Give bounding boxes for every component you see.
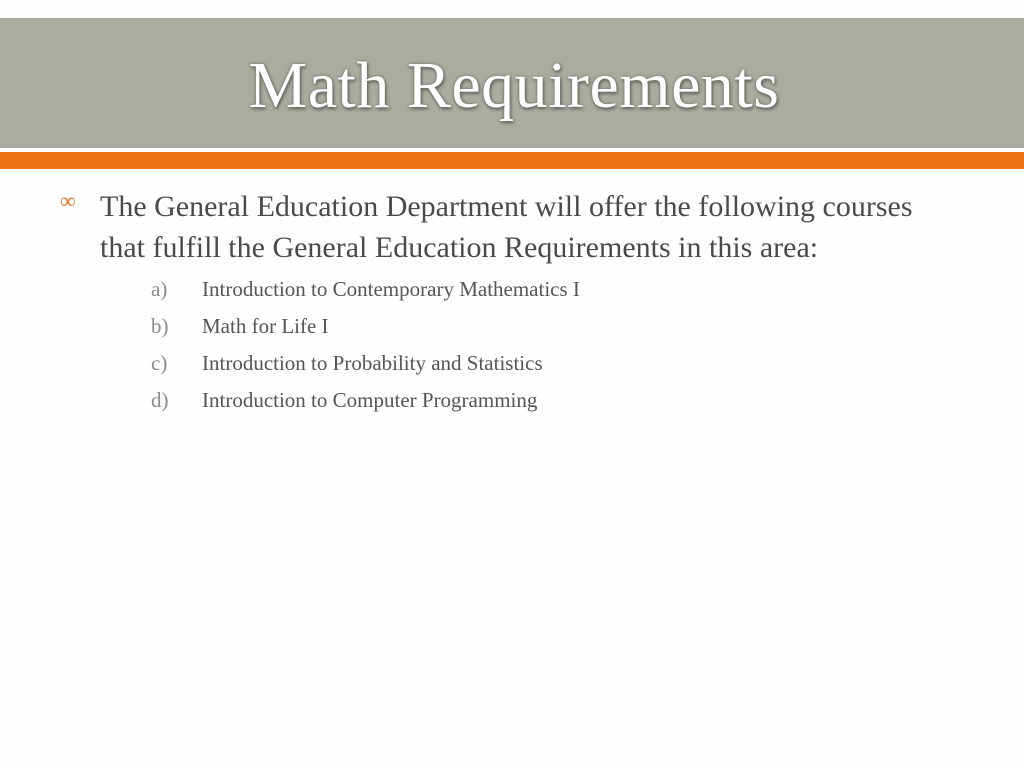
course-label: Introduction to Contemporary Mathematics I xyxy=(202,277,580,301)
course-marker: a) xyxy=(151,277,168,301)
title-band xyxy=(0,18,1024,148)
course-item xyxy=(0,386,1024,423)
course-item xyxy=(0,312,1024,349)
course-marker: b) xyxy=(151,314,169,338)
accent-bar xyxy=(0,152,1024,169)
course-label: Math for Life I xyxy=(202,314,329,338)
course-label: Introduction to Computer Programming xyxy=(202,388,538,412)
course-marker: c) xyxy=(151,351,168,375)
course-label: Introduction to Probability and Statistics xyxy=(202,351,543,375)
course-marker: d) xyxy=(151,388,169,412)
course-item xyxy=(0,275,1024,312)
loop-bullet-icon: ∞ xyxy=(60,188,76,213)
slide-content xyxy=(0,186,1024,423)
course-item xyxy=(0,349,1024,386)
course-list xyxy=(0,275,1024,423)
bullet-text: The General Education Department will offer the following courses that fulfill the General Education Requirements in this area: xyxy=(100,190,913,264)
slide-title: Math Requirements xyxy=(248,49,780,122)
bullet-point xyxy=(0,186,1024,268)
